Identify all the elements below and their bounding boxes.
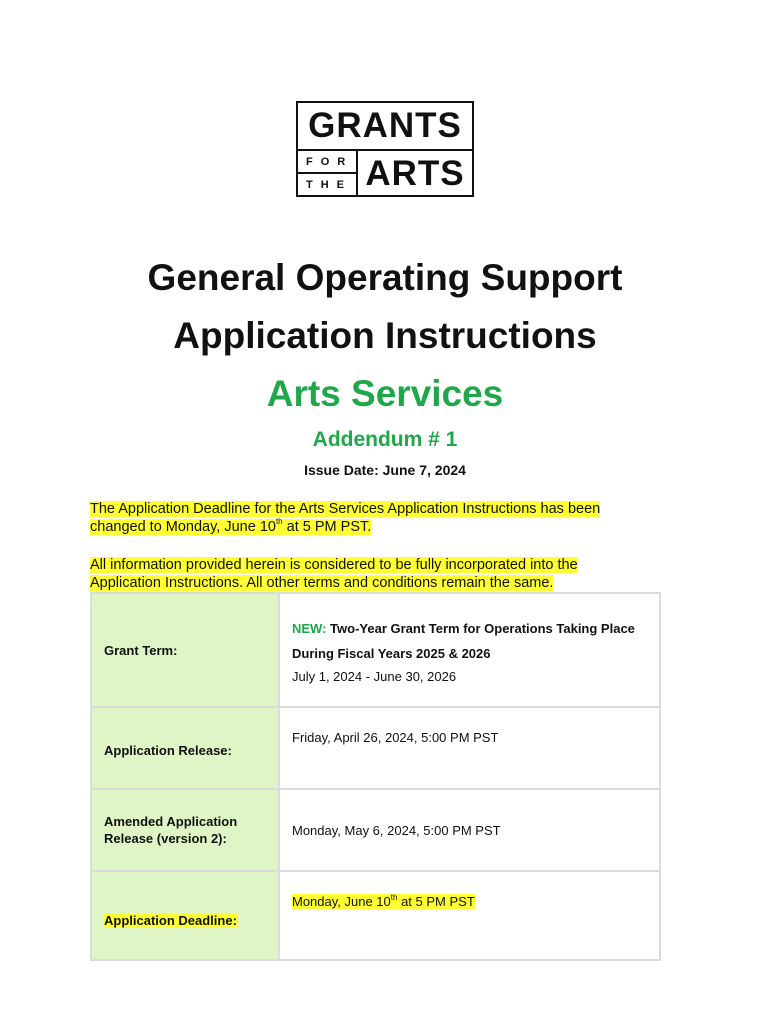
notice-sup: th: [275, 517, 283, 526]
table-row: [91, 707, 660, 789]
issue-date: Issue Date: June 7, 2024: [304, 462, 466, 478]
row-value: [279, 593, 660, 707]
page-title-line1: General Operating Support: [147, 257, 623, 298]
notice-text-2: at 5 PM PST.: [282, 519, 372, 535]
grant-term-dates: July 1, 2024 - June 30, 2026: [292, 669, 457, 684]
row-label: [91, 871, 279, 960]
row-label: Grant Term:: [91, 593, 279, 707]
deadline-label-text: Application Deadline:: [104, 913, 237, 928]
deadline-value-2: at 5 PM PST: [397, 894, 475, 909]
incorporation-text: All information provided herein is considered to be fully incorporated into the Application Instructions. All other terms and conditions remain the same.: [90, 557, 578, 591]
deadline-change-notice: [90, 500, 650, 536]
schedule-table: [90, 592, 661, 961]
page-title-line2: Application Instructions: [173, 315, 597, 356]
table-row: [91, 593, 660, 707]
logo-the-text: THE: [306, 179, 352, 191]
logo-grants-text: GRANTS: [298, 103, 472, 151]
table-row: [91, 789, 660, 871]
row-value: Friday, April 26, 2024, 5:00 PM PST: [279, 707, 660, 789]
page-subtitle: Arts Services: [266, 373, 504, 414]
logo-for-text: FOR: [298, 151, 356, 174]
new-tag: NEW:: [292, 621, 327, 636]
grant-term-heading: [292, 616, 647, 666]
grants-for-the-arts-logo: [296, 101, 474, 197]
incorporation-notice: [90, 556, 650, 592]
row-label: Amended Application Release (version 2):: [91, 789, 279, 871]
deadline-value-1: Monday, June 10: [292, 894, 391, 909]
addendum-heading: Addendum # 1: [312, 428, 458, 451]
table-row: [91, 871, 660, 960]
row-value: [279, 871, 660, 960]
notice-text-1: The Application Deadline for the Arts Services Application Instructions has been changed to Monday, June 10: [90, 501, 601, 535]
row-label: Application Release:: [91, 707, 279, 789]
logo-arts-text: ARTS: [365, 154, 465, 193]
grant-term-heading-text: Two-Year Grant Term for Operations Taking Place During Fiscal Years 2025 & 2026: [292, 621, 635, 661]
deadline-sup: th: [390, 893, 398, 902]
row-value: Monday, May 6, 2024, 5:00 PM PST: [279, 789, 660, 871]
